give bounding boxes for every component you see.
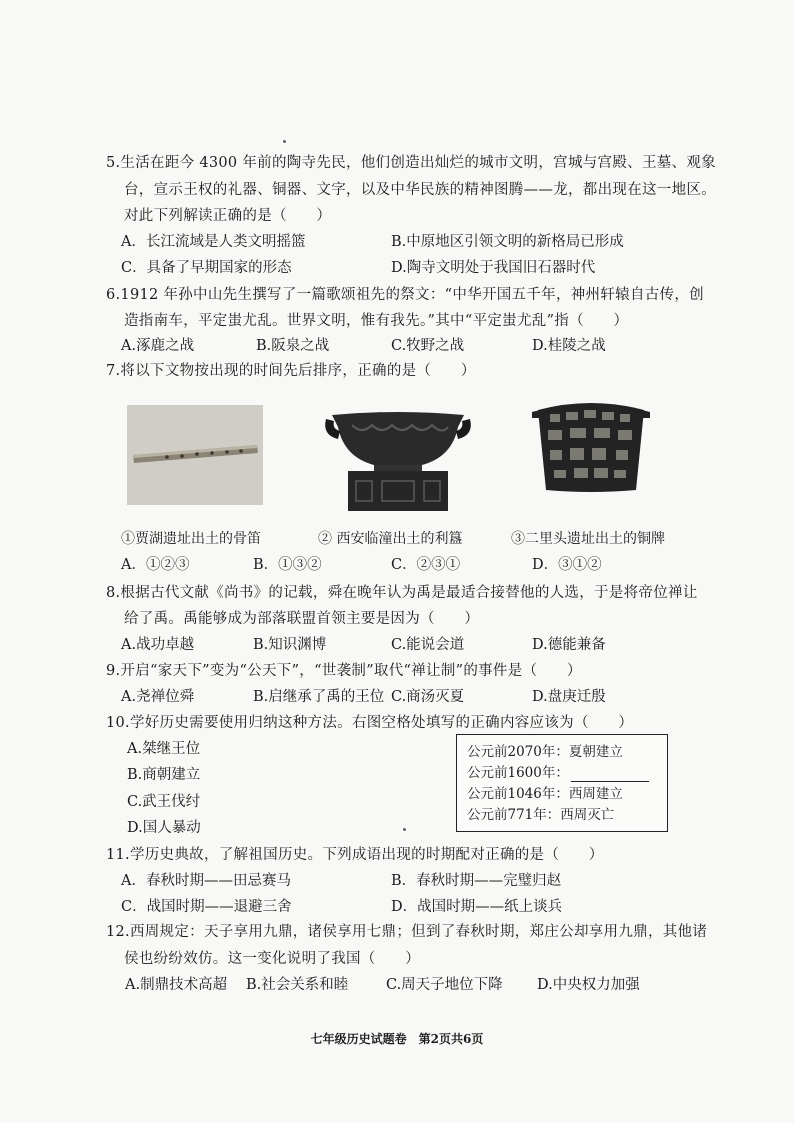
timeline-row-xia: 公元前2070年：夏朝建立 xyxy=(467,744,623,760)
q8-stem-line2: 给了禹。禹能够成为部落联盟首领主要是因为（ ） xyxy=(124,611,480,627)
q9-stem: 9.开启“家天下”变为“公天下”，“世袭制”取代“禅让制”的事件是（ ） xyxy=(106,663,582,679)
timeline-box xyxy=(456,734,668,832)
q7-option-d: D．③①② xyxy=(532,557,602,573)
q10-option-c: C.武王伐纣 xyxy=(127,794,201,810)
timeline-row-xizhou-founded: 公元前1046年：西周建立 xyxy=(467,786,623,802)
timeline-blank-label: 公元前1600年： xyxy=(467,765,569,781)
q8-option-c: C.能说会道 xyxy=(391,637,465,653)
q5-stem-line3: 对此下列解读正确的是（ ） xyxy=(124,208,332,224)
q9-option-b: B.启继承了禹的王位 xyxy=(253,689,385,705)
q5-option-b: B.中原地区引领文明的新格局已形成 xyxy=(391,234,624,250)
q12-stem-line1: 12.西周规定：天子享用九鼎，诸侯享用七鼎；但到了春秋时期，郑庄公却享用九鼎，其他诸 xyxy=(106,924,708,940)
scan-speck xyxy=(283,140,286,143)
timeline-row-blank xyxy=(467,764,649,782)
q12-option-c: C.周天子地位下降 xyxy=(386,977,503,993)
q9-option-a: A.尧禅位舜 xyxy=(121,689,195,705)
q7-option-a: A．①②③ xyxy=(121,557,190,573)
q5-stem-line2: 台，宣示王权的礼器、铜器、文字，以及中华民族的精神图腾——龙，都出现在这一地区。 xyxy=(124,182,716,198)
li-gui-bronze-image xyxy=(322,405,474,513)
q5-option-c: C．具备了早期国家的形态 xyxy=(121,260,292,276)
q11-stem: 11.学历史典故，了解祖国历史。下列成语出现的时期配对正确的是（ ） xyxy=(106,847,604,863)
q11-option-d: D．战国时期——纸上谈兵 xyxy=(391,899,563,915)
bone-flute-image xyxy=(127,405,263,505)
q5-stem-line1: 5.生活在距今 4300 年前的陶寺先民，他们创造出灿烂的城市文明，宫城与宫殿、王墓、观象 xyxy=(106,155,716,171)
q6-stem-line2: 造指南车，平定蚩尤乱。世界文明，惟有我先。”其中“平定蚩尤乱”指（ ） xyxy=(124,313,629,329)
q7-stem: 7.将以下文物按出现的时间先后排序，正确的是（ ） xyxy=(106,363,476,379)
scan-speck xyxy=(403,828,406,831)
q6-option-b: B.阪泉之战 xyxy=(256,338,330,354)
q8-option-a: A.战功卓越 xyxy=(121,637,195,653)
q7-caption-3: ③二里头遗址出土的铜牌 xyxy=(511,531,665,547)
q10-option-b: B.商朝建立 xyxy=(127,767,201,783)
q6-option-d: D.桂陵之战 xyxy=(532,338,606,354)
q10-option-d: D.国人暴动 xyxy=(127,820,201,836)
q9-option-d: D.盘庚迁殷 xyxy=(532,689,606,705)
page-footer: 七年级历史试题卷 第2页共6页 xyxy=(310,1032,484,1046)
q8-stem-line1: 8.根据古代文献《尚书》的记载，舜在晚年认为禹是最适合接替他的人选，于是将帝位禅让 xyxy=(106,585,698,601)
q10-option-a: A.桀继王位 xyxy=(127,741,201,757)
q8-option-d: D.德能兼备 xyxy=(532,637,606,653)
q6-stem-line1: 6.1912 年孙中山先生撰写了一篇歌颂祖先的祭文：“中华开国五千年，神州轩辕自古传，创 xyxy=(106,287,704,303)
q5-option-d: D.陶寺文明处于我国旧石器时代 xyxy=(391,260,596,276)
q6-option-c: C.牧野之战 xyxy=(391,338,465,354)
bronze-plaque-image xyxy=(530,396,652,494)
q5-option-a: A．长江流域是人类文明摇篮 xyxy=(121,234,306,250)
q9-option-c: C.商汤灭夏 xyxy=(391,689,465,705)
q11-option-b: B．春秋时期——完璧归赵 xyxy=(391,873,562,889)
timeline-row-xizhou-fall: 公元前771年：西周灭亡 xyxy=(467,807,615,823)
q10-stem: 10.学好历史需要使用归纳这种方法。右图空格处填写的正确内容应该为（ ） xyxy=(106,715,634,731)
fill-in-blank xyxy=(571,767,649,782)
q12-option-d: D.中央权力加强 xyxy=(537,977,640,993)
q8-option-b: B.知识渊博 xyxy=(253,637,327,653)
q7-option-b: B．①③② xyxy=(253,557,322,573)
q6-option-a: A.涿鹿之战 xyxy=(121,338,195,354)
q12-option-a: A.制鼎技术高超 xyxy=(125,977,228,993)
q11-option-a: A．春秋时期——田忌赛马 xyxy=(121,873,291,889)
q12-stem-line2: 侯也纷纷效仿。这一变化说明了我国（ ） xyxy=(124,951,420,967)
q12-option-b: B.社会关系和睦 xyxy=(246,977,349,993)
q7-caption-1: ①贾湖遗址出土的骨笛 xyxy=(121,531,261,547)
q7-option-c: C．②③① xyxy=(391,557,461,573)
q7-caption-2: ② 西安临潼出土的利簋 xyxy=(318,531,463,547)
q11-option-c: C．战国时期——退避三舍 xyxy=(121,899,292,915)
